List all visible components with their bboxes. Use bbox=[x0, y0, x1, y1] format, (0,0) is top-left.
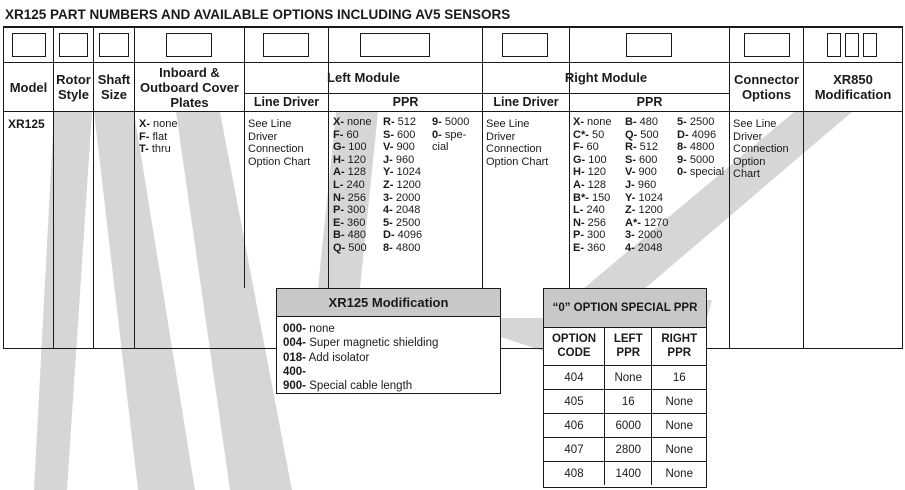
list-item bbox=[333, 229, 372, 242]
table-row bbox=[544, 462, 706, 486]
option-code: 5- bbox=[677, 116, 687, 128]
option-label: 4800 bbox=[686, 141, 715, 154]
option-code: X- bbox=[573, 116, 584, 128]
list-item bbox=[625, 204, 668, 217]
list-item bbox=[333, 192, 372, 205]
option-label: spe- bbox=[441, 128, 467, 141]
option-label: 2000 bbox=[392, 191, 421, 204]
header-cover-plates: Inboard & Outboard Cover Plates bbox=[140, 65, 239, 110]
table-cell: 16 bbox=[605, 390, 652, 414]
option-code: H- bbox=[573, 166, 585, 179]
option-label: 240 bbox=[343, 178, 365, 191]
list-item bbox=[677, 116, 724, 129]
option-code: B- bbox=[625, 116, 637, 128]
list-item bbox=[283, 365, 438, 379]
xr125-modification-list bbox=[283, 322, 438, 393]
option-code: L- bbox=[333, 178, 344, 191]
option-label: 4800 bbox=[392, 241, 421, 254]
option-label: 300 bbox=[584, 229, 606, 242]
header-left-ppr: PPR bbox=[392, 95, 419, 109]
list-item bbox=[333, 204, 372, 217]
option-code: G- bbox=[573, 153, 586, 166]
list-item bbox=[333, 166, 372, 179]
option-label: 50 bbox=[588, 128, 605, 141]
option-code: F- bbox=[573, 141, 584, 154]
right-ppr-col2 bbox=[625, 116, 668, 255]
option-label: 500 bbox=[345, 241, 367, 254]
option-label: 500 bbox=[637, 128, 659, 141]
option-code: Y- bbox=[625, 191, 636, 204]
option-label: 600 bbox=[636, 153, 658, 166]
table-row bbox=[544, 390, 706, 414]
option-code: N- bbox=[333, 191, 345, 204]
option-label: 2500 bbox=[686, 116, 715, 128]
right-line-driver-fill-box[interactable] bbox=[502, 33, 548, 57]
option-label: 256 bbox=[584, 216, 607, 229]
list-item bbox=[677, 154, 724, 167]
table-row bbox=[544, 366, 706, 390]
option-label: 480 bbox=[636, 116, 659, 128]
header-right-line-driver: Line Driver bbox=[493, 95, 559, 109]
table-cell: 407 bbox=[544, 438, 605, 462]
option-label: 360 bbox=[344, 216, 366, 229]
option-label: Super magnetic shielding bbox=[306, 337, 439, 350]
right-ppr-col1 bbox=[573, 116, 612, 255]
model-value: XR125 bbox=[8, 117, 45, 131]
rotor-fill-box[interactable] bbox=[59, 33, 88, 57]
table-cell: 405 bbox=[544, 390, 605, 414]
option-code: 9- bbox=[677, 153, 687, 166]
col-option-code: OPTION CODE bbox=[544, 327, 605, 366]
option-code: Y- bbox=[383, 166, 394, 179]
list-item bbox=[383, 204, 422, 217]
option-label: 1200 bbox=[635, 204, 663, 217]
option-code: V- bbox=[383, 141, 394, 154]
list-item bbox=[283, 379, 438, 393]
option-label: Special cable length bbox=[306, 380, 413, 393]
list-item bbox=[573, 217, 612, 230]
right-ppr-fill-box[interactable] bbox=[626, 33, 672, 57]
option-code: 004- bbox=[283, 337, 307, 350]
option-code: L- bbox=[573, 204, 584, 217]
list-item bbox=[677, 166, 724, 179]
xr125-modification-box bbox=[276, 288, 501, 394]
right-line-driver-note: See Line Driver Connection Option Chart bbox=[486, 118, 549, 168]
option-code: T- bbox=[139, 143, 149, 156]
special-ppr-table bbox=[544, 327, 706, 485]
option-label: 4096 bbox=[688, 128, 717, 141]
option-label: 128 bbox=[584, 178, 607, 191]
list-item bbox=[333, 179, 372, 192]
col-right-ppr: RIGHT PPR bbox=[652, 327, 706, 366]
list-item bbox=[677, 129, 724, 142]
option-label: thru bbox=[148, 143, 171, 156]
header-connector-options: Connector Options bbox=[734, 72, 799, 102]
table-cell: 6000 bbox=[605, 414, 652, 438]
option-label: 960 bbox=[392, 153, 415, 166]
list-item bbox=[573, 179, 612, 192]
option-code: A- bbox=[573, 178, 585, 191]
option-label: 100 bbox=[345, 141, 367, 154]
option-label: 4096 bbox=[394, 229, 423, 242]
option-code: P- bbox=[333, 204, 344, 217]
option-code: X- bbox=[139, 118, 150, 130]
table-cell: 406 bbox=[544, 414, 605, 438]
option-code: 3- bbox=[383, 191, 393, 204]
list-item bbox=[333, 129, 372, 142]
table-cell: 2800 bbox=[605, 438, 652, 462]
option-code: A- bbox=[333, 166, 345, 179]
header-xr850-modification: XR850 Modification bbox=[814, 72, 892, 102]
list-item bbox=[383, 116, 422, 129]
option-label: 600 bbox=[394, 128, 416, 141]
option-label: 2048 bbox=[392, 204, 421, 217]
table-row bbox=[544, 438, 706, 462]
option-label: 960 bbox=[634, 178, 657, 191]
option-code: J- bbox=[383, 153, 393, 166]
list-item bbox=[383, 129, 422, 142]
list-item bbox=[625, 129, 668, 142]
header-rotor-style: Rotor Style bbox=[56, 72, 91, 102]
left-ppr-col1 bbox=[333, 116, 372, 255]
xr850-fill-box-3[interactable] bbox=[863, 33, 877, 57]
option-label: 5000 bbox=[441, 116, 470, 128]
option-code: 400- bbox=[283, 365, 307, 378]
option-code: C*- bbox=[573, 128, 589, 141]
option-label: 60 bbox=[583, 141, 599, 154]
option-code: V- bbox=[625, 166, 636, 179]
option-label: none bbox=[306, 323, 335, 335]
option-label: 512 bbox=[636, 141, 659, 154]
model-fill-box[interactable] bbox=[12, 33, 46, 57]
table-cell: None bbox=[652, 390, 706, 414]
shaft-fill-box[interactable] bbox=[99, 33, 129, 57]
list-item bbox=[383, 166, 422, 179]
option-label: none bbox=[584, 116, 612, 128]
option-code: J- bbox=[625, 178, 635, 191]
left-line-driver-note: See Line Driver Connection Option Chart bbox=[248, 118, 311, 168]
table-cell: None bbox=[652, 438, 706, 462]
option-label: 60 bbox=[343, 128, 359, 141]
list-item bbox=[333, 116, 372, 129]
option-code: 4- bbox=[625, 241, 635, 254]
option-label: 900 bbox=[393, 141, 415, 154]
option-label: 900 bbox=[635, 166, 657, 179]
xr125-modification-title: XR125 Modification bbox=[277, 289, 500, 317]
page-title: XR125 PART NUMBERS AND AVAILABLE OPTIONS INCLUDING AV5 SENSORS bbox=[5, 7, 511, 22]
option-label: 120 bbox=[344, 153, 367, 166]
list-item bbox=[625, 116, 668, 129]
option-label: 480 bbox=[344, 229, 367, 242]
connector-options-note: See Line Driver Connection Option Chart bbox=[733, 118, 789, 181]
list-item bbox=[573, 154, 612, 167]
col-left-ppr: LEFT PPR bbox=[605, 327, 652, 366]
list-item bbox=[625, 242, 668, 255]
option-code: 8- bbox=[383, 241, 393, 254]
table-cell: 408 bbox=[544, 462, 605, 486]
option-code: 900- bbox=[283, 380, 307, 393]
table-row bbox=[544, 414, 706, 438]
list-item bbox=[625, 229, 668, 242]
option-code: 3- bbox=[625, 229, 635, 242]
list-item bbox=[383, 192, 422, 205]
list-item bbox=[283, 336, 438, 350]
option-code: 9- bbox=[432, 116, 442, 128]
option-label: 240 bbox=[583, 204, 605, 217]
xr850-fill-box-1[interactable] bbox=[827, 33, 841, 57]
list-item bbox=[573, 141, 612, 154]
list-item bbox=[625, 179, 668, 192]
option-label: 2048 bbox=[634, 241, 663, 254]
option-label: special bbox=[686, 166, 725, 179]
option-code: N- bbox=[573, 216, 585, 229]
option-code: Q- bbox=[625, 128, 638, 141]
option-code: R- bbox=[625, 141, 637, 154]
option-label: 150 bbox=[588, 191, 611, 204]
option-code: E- bbox=[333, 216, 344, 229]
option-code: D- bbox=[383, 229, 395, 242]
header-left-module: Left Module bbox=[327, 70, 400, 85]
connector-fill-box[interactable] bbox=[744, 33, 790, 57]
table-cell: 404 bbox=[544, 366, 605, 390]
option-code: 4- bbox=[383, 204, 393, 217]
left-ppr-col2 bbox=[383, 116, 422, 255]
option-code: P- bbox=[573, 229, 584, 242]
option-code: G- bbox=[333, 141, 346, 154]
option-code: 0- bbox=[432, 128, 442, 141]
beam-rotor bbox=[34, 112, 92, 490]
option-label: 128 bbox=[344, 166, 367, 179]
option-code: 0- bbox=[677, 166, 687, 179]
cover-plates-list bbox=[139, 118, 178, 156]
option-label: cial bbox=[432, 141, 449, 154]
left-ppr-col3 bbox=[432, 116, 469, 154]
option-label: 2000 bbox=[634, 229, 663, 242]
list-item bbox=[383, 242, 422, 255]
list-item bbox=[432, 116, 469, 129]
option-label: 100 bbox=[585, 153, 607, 166]
table-cell: None bbox=[652, 462, 706, 486]
list-item bbox=[625, 217, 668, 230]
list-item bbox=[383, 217, 422, 230]
option-code: R- bbox=[383, 116, 395, 128]
header-model: Model bbox=[9, 80, 48, 95]
left-line-driver-fill-box[interactable] bbox=[263, 33, 309, 57]
list-item bbox=[573, 229, 612, 242]
option-code: A*- bbox=[625, 216, 641, 229]
option-label: 1200 bbox=[393, 178, 421, 191]
xr850-fill-box-2[interactable] bbox=[845, 33, 859, 57]
option-label: 5000 bbox=[686, 153, 715, 166]
table-cell: 16 bbox=[652, 366, 706, 390]
option-label: none bbox=[344, 116, 372, 128]
table-cell: 1400 bbox=[605, 462, 652, 486]
option-label: Add isolator bbox=[306, 351, 370, 364]
option-code: X- bbox=[333, 116, 344, 128]
list-item bbox=[333, 154, 372, 167]
list-item bbox=[139, 131, 178, 144]
list-item bbox=[573, 204, 612, 217]
list-item bbox=[432, 129, 469, 142]
list-item bbox=[139, 118, 178, 131]
option-label: 256 bbox=[344, 191, 367, 204]
option-label: none bbox=[150, 118, 178, 130]
option-code: H- bbox=[333, 153, 345, 166]
option-code: D- bbox=[677, 128, 689, 141]
option-label: 1024 bbox=[635, 191, 663, 204]
option-code: S- bbox=[383, 128, 394, 141]
list-item bbox=[625, 166, 668, 179]
beam-shaft bbox=[94, 112, 195, 490]
option-label: flat bbox=[149, 130, 168, 143]
option-label: 360 bbox=[584, 241, 606, 254]
option-code: F- bbox=[139, 130, 150, 143]
special-ppr-title: “0” OPTION SPECIAL PPR bbox=[544, 289, 706, 328]
option-code: 8- bbox=[677, 141, 687, 154]
list-item bbox=[432, 141, 469, 154]
list-item bbox=[333, 242, 372, 255]
table-cell: None bbox=[652, 414, 706, 438]
list-item bbox=[383, 229, 422, 242]
list-item bbox=[573, 192, 612, 205]
list-item bbox=[573, 242, 612, 255]
option-code: F- bbox=[333, 128, 344, 141]
option-label: 512 bbox=[394, 116, 417, 128]
list-item bbox=[573, 116, 612, 129]
list-item bbox=[333, 217, 372, 230]
beam-cover bbox=[176, 112, 292, 490]
list-item bbox=[625, 141, 668, 154]
option-label: 120 bbox=[584, 166, 607, 179]
option-code: Q- bbox=[333, 241, 346, 254]
list-item bbox=[383, 141, 422, 154]
list-item bbox=[625, 154, 668, 167]
list-item bbox=[139, 143, 178, 156]
option-code: Z- bbox=[383, 178, 394, 191]
option-code: S- bbox=[625, 153, 636, 166]
option-code: 018- bbox=[283, 351, 307, 364]
list-item bbox=[283, 351, 438, 365]
special-ppr-box bbox=[543, 288, 707, 488]
list-item bbox=[573, 166, 612, 179]
beam-mod bbox=[498, 318, 546, 352]
right-ppr-col3 bbox=[677, 116, 724, 179]
list-item bbox=[383, 154, 422, 167]
header-right-module: Right Module bbox=[564, 70, 648, 85]
header-shaft-size: Shaft Size bbox=[97, 72, 131, 102]
list-item bbox=[677, 141, 724, 154]
option-code: B*- bbox=[573, 191, 589, 204]
option-label: 300 bbox=[344, 204, 366, 217]
option-code: Z- bbox=[625, 204, 636, 217]
header-left-line-driver: Line Driver bbox=[253, 95, 320, 109]
option-code: B- bbox=[333, 229, 345, 242]
option-label: 2500 bbox=[392, 216, 421, 229]
header-right-ppr: PPR bbox=[636, 95, 663, 109]
list-item bbox=[625, 192, 668, 205]
option-code: E- bbox=[573, 241, 584, 254]
option-label: 1270 bbox=[640, 216, 669, 229]
option-label: 1024 bbox=[393, 166, 421, 179]
option-code: 5- bbox=[383, 216, 393, 229]
left-ppr-fill-box[interactable] bbox=[360, 33, 430, 57]
list-item bbox=[283, 322, 438, 336]
option-code: 000- bbox=[283, 323, 307, 335]
list-item bbox=[333, 141, 372, 154]
list-item bbox=[383, 179, 422, 192]
table-cell: None bbox=[605, 366, 652, 390]
list-item bbox=[573, 129, 612, 142]
cover-fill-box[interactable] bbox=[166, 33, 212, 57]
